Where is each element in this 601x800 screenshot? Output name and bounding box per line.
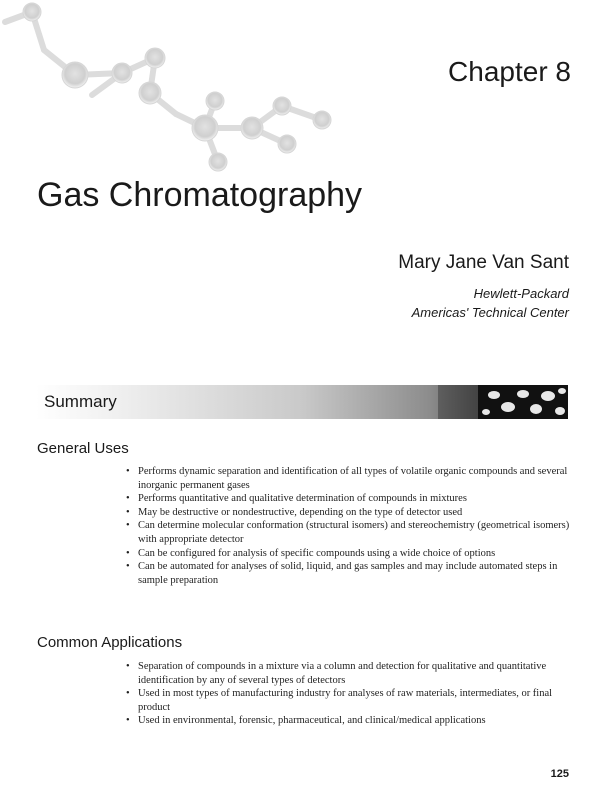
author-affiliation	[412, 284, 569, 322]
list-item: • Used in most types of manufacturing industry for analyses of raw materials, intermediates, or final product	[126, 687, 570, 714]
list-item: • May be destructive or nondestructive, depending on the type of detector used	[126, 506, 570, 520]
affiliation-line-1: Hewlett-Packard	[473, 286, 569, 301]
common-applications-heading: Common Applications	[37, 634, 183, 651]
page-number: 125	[550, 768, 569, 780]
list-item: • Separation of compounds in a mixture via a column and detection for qualitative and quantitative identification by any of several types of detectors	[126, 660, 570, 687]
list-item: • Used in environmental, forensic, pharmaceutical, and clinical/medical applications	[126, 714, 570, 728]
common-applications-list	[126, 660, 570, 728]
list-item: • Can be automated for analyses of solid, liquid, and gas samples and may include automated steps in sample preparation	[126, 560, 570, 587]
affiliation-line-2: Americas' Technical Center	[411, 305, 569, 320]
general-uses-list	[126, 465, 570, 587]
general-uses-heading: General Uses	[37, 440, 129, 457]
list-item: • Can determine molecular conformation (structural isomers) and stereochemistry (geometrical isomers) with appropriate detector	[126, 519, 570, 546]
summary-heading: Summary	[44, 392, 117, 411]
author-name: Mary Jane Van Sant	[398, 252, 569, 273]
cell-pattern-icon	[438, 385, 568, 419]
chapter-title: Gas Chromatography	[37, 176, 363, 214]
molecule-illustration	[0, 0, 340, 180]
summary-banner	[36, 385, 568, 419]
chapter-label: Chapter 8	[448, 56, 571, 87]
list-item: • Can be configured for analysis of specific compounds using a wide choice of options	[126, 547, 570, 561]
list-item: • Performs dynamic separation and identification of all types of volatile organic compounds and several inorganic permanent gases	[126, 465, 570, 492]
list-item: • Performs quantitative and qualitative determination of compounds in mixtures	[126, 492, 570, 506]
